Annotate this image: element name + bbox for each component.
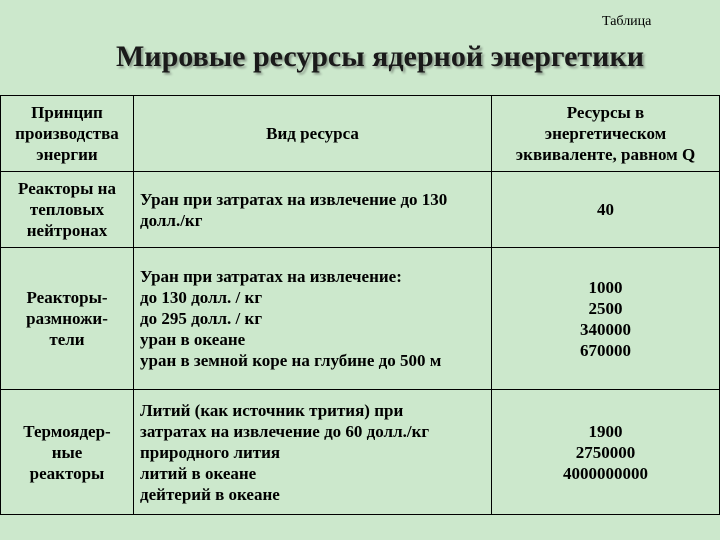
cell-line: 2500 — [588, 298, 623, 318]
header-resource-type-line: Вид ресурса — [266, 124, 359, 143]
cell-line: уран в земной коре на глубине до 500 м — [140, 351, 442, 370]
header-principle-line: производства — [15, 124, 119, 143]
header-resource-type — [134, 96, 492, 172]
cell-line: реакторы — [29, 463, 105, 483]
cell-line: 2750000 — [575, 442, 636, 462]
header-principle-line: энергии — [36, 145, 98, 164]
cell-line: Уран при затратах на извлечение до 130 — [140, 189, 448, 209]
header-resources — [492, 96, 720, 172]
cell-line: долл./кг — [140, 210, 203, 230]
cell-line: 1000 — [588, 277, 623, 297]
cell-line: до 295 долл. / кг — [140, 309, 263, 328]
header-resources-line: энергетическом — [544, 124, 667, 143]
cell-principle — [1, 390, 134, 515]
cell-line: Уран при затратах на извлечение: — [140, 267, 402, 286]
cell-line: тепловых — [29, 200, 105, 219]
cell-line: тели — [49, 330, 85, 349]
cell-line: уран в океане — [140, 330, 246, 349]
cell-principle — [1, 172, 134, 248]
resources-table — [0, 95, 720, 515]
cell-values — [492, 390, 720, 515]
header-principle — [1, 96, 134, 172]
table-row — [1, 248, 720, 390]
cell-values — [492, 172, 720, 248]
cell-line: ные — [51, 442, 83, 462]
cell-line: нейтронах — [26, 221, 108, 240]
cell-line: литий в океане — [140, 463, 257, 483]
header-principle-line: Принцип — [31, 103, 103, 122]
cell-values — [492, 248, 720, 390]
cell-line: Реакторы на — [18, 179, 116, 198]
table-row — [1, 390, 720, 515]
header-resources-line: Ресурсы в — [566, 103, 645, 122]
cell-resource — [134, 172, 492, 248]
cell-line: 670000 — [580, 340, 631, 360]
cell-line: 40 — [597, 200, 614, 219]
cell-line: дейтерий в океане — [140, 484, 280, 504]
table-row — [1, 172, 720, 248]
cell-line: 340000 — [580, 319, 631, 339]
header-resources-line: эквиваленте, равном Q — [515, 145, 696, 164]
cell-line: затратах на извлечение до 60 долл./кг — [140, 421, 430, 441]
cell-resource — [134, 248, 492, 390]
page-title: Мировые ресурсы ядерной энергетики — [115, 40, 645, 73]
table-header-row — [1, 96, 720, 172]
cell-line: природного лития — [140, 442, 281, 462]
cell-line: 1900 — [588, 421, 623, 441]
cell-line: 4000000000 — [563, 463, 648, 483]
cell-resource — [134, 390, 492, 515]
cell-line: Литий (как источник трития) при — [140, 400, 404, 420]
cell-line: до 130 долл. / кг — [140, 288, 263, 307]
cell-principle — [1, 248, 134, 390]
cell-line: Термоядер- — [23, 421, 111, 441]
table-caption: Таблица — [602, 14, 652, 29]
cell-line: размножи- — [26, 309, 108, 328]
cell-line: Реакторы- — [26, 288, 108, 307]
